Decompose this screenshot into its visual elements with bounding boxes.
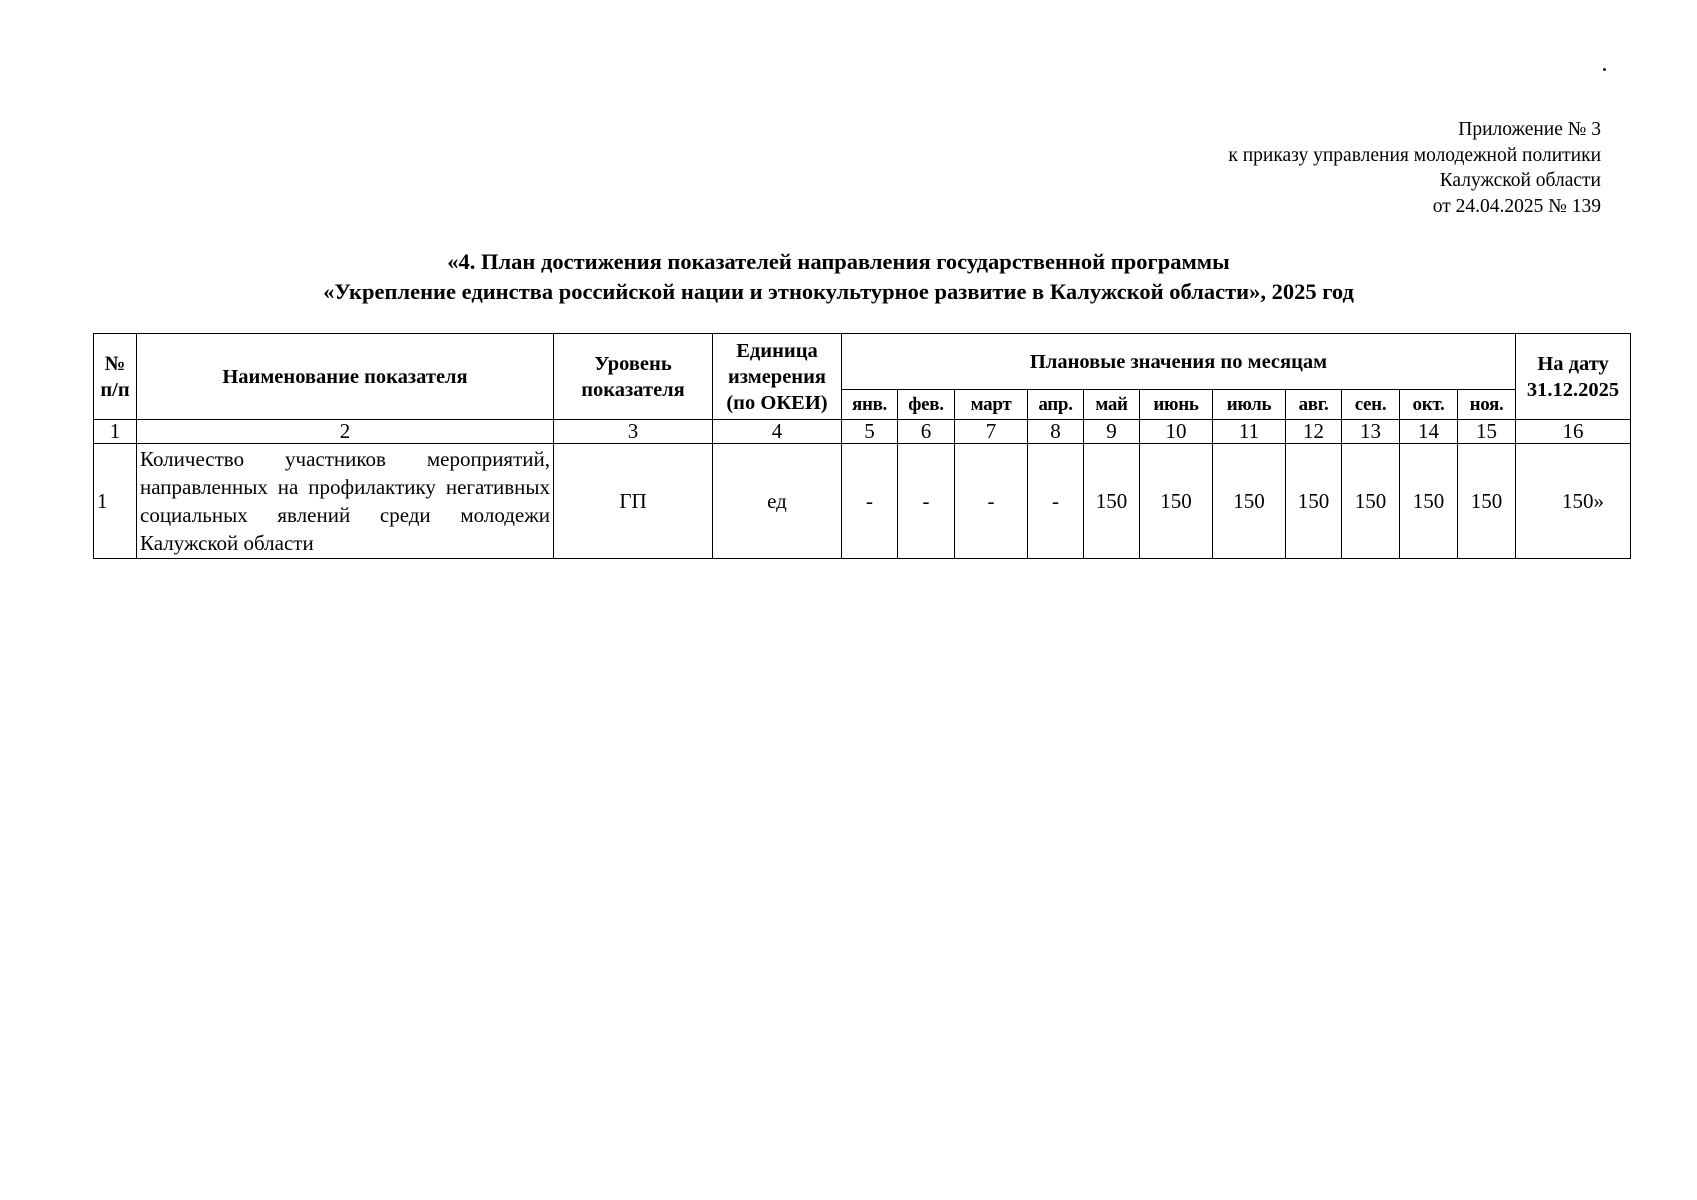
column-number: 3 xyxy=(554,420,713,444)
column-number: 1 xyxy=(94,420,137,444)
table-row xyxy=(94,444,1631,559)
month-value: 150 xyxy=(1084,444,1140,559)
month-header: июль xyxy=(1213,390,1286,420)
month-value: - xyxy=(955,444,1028,559)
month-header: окт. xyxy=(1400,390,1458,420)
month-header: янв. xyxy=(842,390,898,420)
column-number: 4 xyxy=(713,420,842,444)
indicator-level: ГП xyxy=(554,444,713,559)
header-date: На дату 31.12.2025 xyxy=(1516,334,1631,420)
column-number: 10 xyxy=(1140,420,1213,444)
header-unit: Единица измерения (по ОКЕИ) xyxy=(713,334,842,420)
month-value: 150 xyxy=(1140,444,1213,559)
column-number: 9 xyxy=(1084,420,1140,444)
column-number: 13 xyxy=(1342,420,1400,444)
column-number: 6 xyxy=(898,420,955,444)
month-header: май xyxy=(1084,390,1140,420)
row-index: 1 xyxy=(94,444,137,559)
month-value: - xyxy=(1028,444,1084,559)
column-number: 14 xyxy=(1400,420,1458,444)
appendix-line-3: Калужской области xyxy=(1439,170,1601,191)
month-value: 150 xyxy=(1458,444,1516,559)
header-row-1 xyxy=(94,334,1631,390)
column-number: 8 xyxy=(1028,420,1084,444)
month-value: - xyxy=(898,444,955,559)
column-number: 5 xyxy=(842,420,898,444)
month-value: 150 xyxy=(1213,444,1286,559)
month-header: март xyxy=(955,390,1028,420)
appendix-line-2: к приказу управления молодежной политики xyxy=(1228,144,1601,166)
month-value: 150 xyxy=(1286,444,1342,559)
title-line-1: «4. План достижения показателей направления государственной программы xyxy=(447,249,1230,274)
column-number: 12 xyxy=(1286,420,1342,444)
month-header: сен. xyxy=(1342,390,1400,420)
appendix-note xyxy=(1228,117,1601,219)
month-value: 150 xyxy=(1400,444,1458,559)
appendix-line-1: Приложение № 3 xyxy=(1458,119,1601,140)
indicator-unit: ед xyxy=(713,444,842,559)
month-header: апр. xyxy=(1028,390,1084,420)
scan-dot-mark xyxy=(1603,68,1606,71)
month-value: 150 xyxy=(1342,444,1400,559)
document-title xyxy=(0,247,1687,307)
header-number: № п/п xyxy=(94,334,137,420)
title-line-2: «Укрепление единства российской нации и этнокультурное развитие в Калужской области», 2025 год xyxy=(323,279,1354,304)
appendix-line-4: от 24.04.2025 № 139 xyxy=(1432,195,1601,217)
column-number-row xyxy=(94,420,1631,444)
column-number: 16 xyxy=(1516,420,1631,444)
indicator-plan-table xyxy=(93,333,1631,559)
header-name: Наименование показателя xyxy=(137,334,554,420)
column-number: 7 xyxy=(955,420,1028,444)
month-value: - xyxy=(842,444,898,559)
year-end-value: 150» xyxy=(1516,444,1631,559)
header-level: Уровень показателя xyxy=(554,334,713,420)
column-number: 11 xyxy=(1213,420,1286,444)
indicator-name: Количество участников мероприятий, направленных на профилактику негативных социальных явлений среди молодежи Калужской области xyxy=(137,444,554,559)
month-header: июнь xyxy=(1140,390,1213,420)
header-plan-by-month: Плановые значения по месяцам xyxy=(842,334,1516,390)
month-header: авг. xyxy=(1286,390,1342,420)
column-number: 2 xyxy=(137,420,554,444)
month-header: ноя. xyxy=(1458,390,1516,420)
month-header: фев. xyxy=(898,390,955,420)
column-number: 15 xyxy=(1458,420,1516,444)
